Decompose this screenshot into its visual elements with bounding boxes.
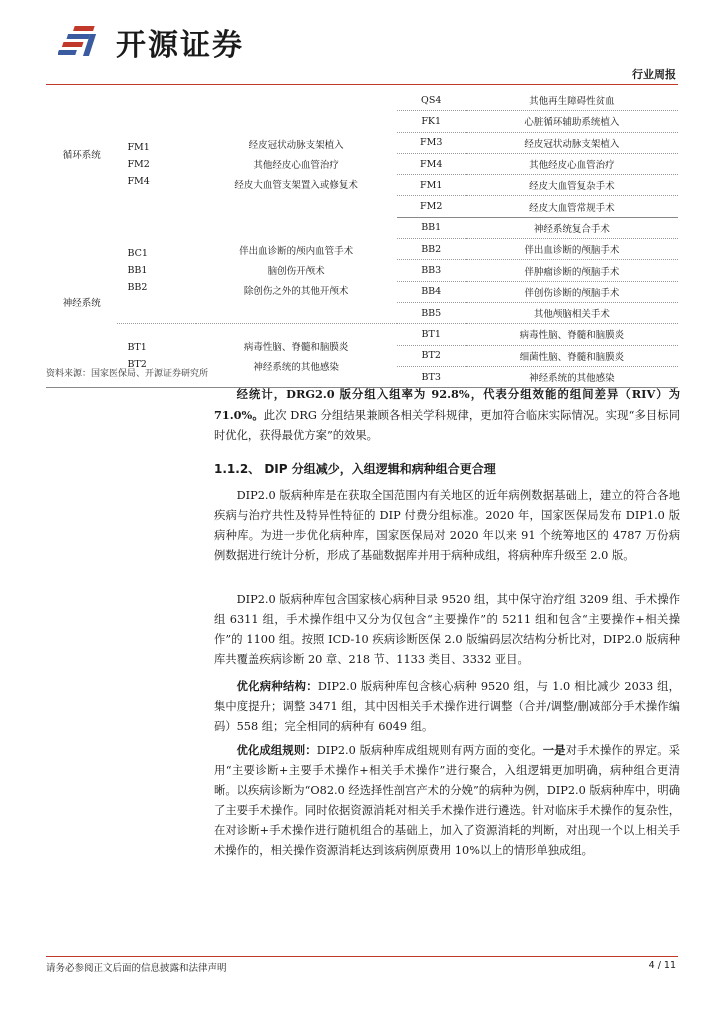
old-code: BB2 <box>127 281 148 293</box>
paragraph-text: 此次 DRG 分组结果兼顾各相关学科规律，更加符合临床实际情况。实现“多目标同时优化，获得最优方案”的效果。 <box>214 409 680 442</box>
old-code-cell <box>117 111 195 217</box>
old-code: FM2 <box>127 158 150 170</box>
code-cell: BT1 <box>397 324 466 345</box>
old-name: 经皮大血管支架置入或修复术 <box>234 180 358 192</box>
old-name-cell <box>196 324 397 388</box>
old-name: 伴出血诊断的颅内血管手术 <box>239 246 354 258</box>
code-cell: QS4 <box>397 90 466 111</box>
table-row <box>46 111 678 132</box>
report-type-label: 行业周报 <box>632 68 676 81</box>
code-cell: FM1 <box>397 175 466 196</box>
name-cell: 神经系统的其他感染 <box>466 366 678 387</box>
name-cell: 细菌性脑、脊髓和脑膜炎 <box>466 345 678 366</box>
name-cell: 经皮大血管复杂手术 <box>466 175 678 196</box>
bold-lead: 优化成组规则： <box>236 743 317 757</box>
code-cell: FM4 <box>397 153 466 174</box>
paragraph-text: DIP2.0 版病种库成组规则有两方面的变化。 <box>316 744 543 757</box>
bold-inline: 一是 <box>542 743 566 757</box>
footer-disclaimer: 请务必参阅正文后面的信息披露和法律声明 <box>46 963 227 974</box>
name-cell: 伴肿瘤诊断的颅脑手术 <box>466 260 678 281</box>
paragraph-structure <box>214 676 680 737</box>
paragraph-rules <box>214 740 680 861</box>
code-cell: BB3 <box>397 260 466 281</box>
old-name: 脑创伤开颅术 <box>267 266 325 278</box>
old-name-cell <box>196 111 397 217</box>
name-cell: 经皮大血管常规手术 <box>466 196 678 217</box>
code-cell: BB5 <box>397 302 466 323</box>
name-cell: 神经系统复合手术 <box>466 217 678 238</box>
old-code-cell <box>117 217 195 323</box>
old-code: FM1 <box>127 141 150 153</box>
code-cell: BB1 <box>397 217 466 238</box>
paragraph-dip-catalog <box>214 590 680 670</box>
company-logo <box>58 20 244 64</box>
name-cell: 病毒性脑、脊髓和脑膜炎 <box>466 324 678 345</box>
code-cell: FM3 <box>397 132 466 153</box>
code-cell: BB4 <box>397 281 466 302</box>
old-code: FM4 <box>127 175 150 187</box>
table-row <box>46 217 678 238</box>
paragraph-text: DIP2.0 版病种库包含国家核心病种目录 9520 组，其中保守治疗组 3209 组、手术操作组 6311 组，手术操作组中又分为仅包含“主要操作”的 5211 组和包含“主要操作+相关操作”的 1100 组。按照 ICD-10 疾病诊断医保 2.0 版编码层次结构分析比对，DIP2.0 版病种库共覆盖疾病诊断 20 章、218 节、1133 类目、3332 亚目。 <box>214 593 680 666</box>
bold-lead: 经统计，DRG2.0 版分组入组率为 92.8%，代表分组效能的组间差异（RIV）为 71.0%。 <box>214 387 680 422</box>
old-name: 神经系统的其他感染 <box>253 361 339 373</box>
old-code: BC1 <box>127 247 148 259</box>
old-code: BB1 <box>127 264 148 276</box>
name-cell: 经皮冠状动脉支架植入 <box>466 132 678 153</box>
footer-divider <box>46 956 678 957</box>
page-number: 4 / 11 <box>648 960 676 971</box>
paragraph-text: DIP2.0 版病种库是在获取全国范围内有关地区的近年病例数据基础上，建立的符合各地疾病与治疗共性及特异性特征的 DIP 付费分组标准。2020 年，国家医保局发布 DIP1.0 版病种库。为进一步优化病种库，国家医保局对 2020 年以来 91 个统筹地区的 4787 万份病例数据进行统计分析，形成了基础数据库并用于病种成组，将病种库升级至 2.0 版。 <box>214 489 680 562</box>
header-divider <box>46 84 678 85</box>
old-name: 病毒性脑、脊髓和脑膜炎 <box>243 341 349 353</box>
paragraph-dip-intro <box>214 486 680 566</box>
section-heading: 1.1.2、 DIP 分组减少，入组逻辑和病种组合更合理 <box>214 462 496 476</box>
old-name: 经皮冠状动脉支架植入 <box>248 140 344 152</box>
table-source-note: 资料来源：国家医保局、开源证券研究所 <box>46 369 209 379</box>
code-cell: FK1 <box>397 111 466 132</box>
logo-text: 开源证券 <box>116 28 244 63</box>
old-name-cell <box>196 217 397 323</box>
drg-comparison-table <box>46 90 678 388</box>
name-cell: 伴创伤诊断的颅脑手术 <box>466 281 678 302</box>
code-cell: BT3 <box>397 366 466 387</box>
old-code: BT1 <box>127 341 147 353</box>
name-cell: 伴出血诊断的颅脑手术 <box>466 239 678 260</box>
paragraph-text: 对手术操作的界定。采用“主要诊断+主要手术操作+相关手术操作”进行聚合，入组逻辑更加明确，病种组合更清晰。以疾病诊断为“O82.0 经选择性剖宫产术的分娩”的病种为例，DIP2.0 版病种库中，明确了主要手术操作。同时依据资源消耗对相关手术操作进行遴选。针对临床手术操作的复杂性，在对诊断+手术操作进行随机组合的基础上，加入了资源消耗的判断，对出现一个以上相关手术操作的，相关操作资源消耗达到该病例原费用 10%以上的情形单独成组。 <box>214 744 680 857</box>
code-cell: BT2 <box>397 345 466 366</box>
system-cell: 循环系统 <box>62 149 101 161</box>
paragraph-drg-stats <box>214 384 680 446</box>
old-code: BT2 <box>127 358 147 370</box>
logo-mark-icon <box>58 22 110 62</box>
table-row <box>46 90 678 111</box>
name-cell: 其他颅脑相关手术 <box>466 302 678 323</box>
name-cell: 心脏循环辅助系统植入 <box>466 111 678 132</box>
table-row <box>46 324 678 345</box>
code-cell: FM2 <box>397 196 466 217</box>
code-cell: BB2 <box>397 239 466 260</box>
old-name: 其他经皮心血管治疗 <box>253 160 339 172</box>
bold-lead: 优化病种结构： <box>236 679 318 693</box>
paragraph-text: DIP2.0 版病种库包含核心病种 9520 组，与 1.0 相比减少 2033 组，集中度提升；调整 3471 组，其中因相关手术操作进行调整（合并/调整/删减部分手术操作编码）558 组；完全相同的病种有 6049 组。 <box>214 680 680 733</box>
name-cell: 其他经皮心血管治疗 <box>466 153 678 174</box>
name-cell: 其他再生障碍性贫血 <box>466 90 678 111</box>
old-name: 除创伤之外的其他开颅术 <box>243 286 349 298</box>
system-cell: 神经系统 <box>46 217 117 387</box>
